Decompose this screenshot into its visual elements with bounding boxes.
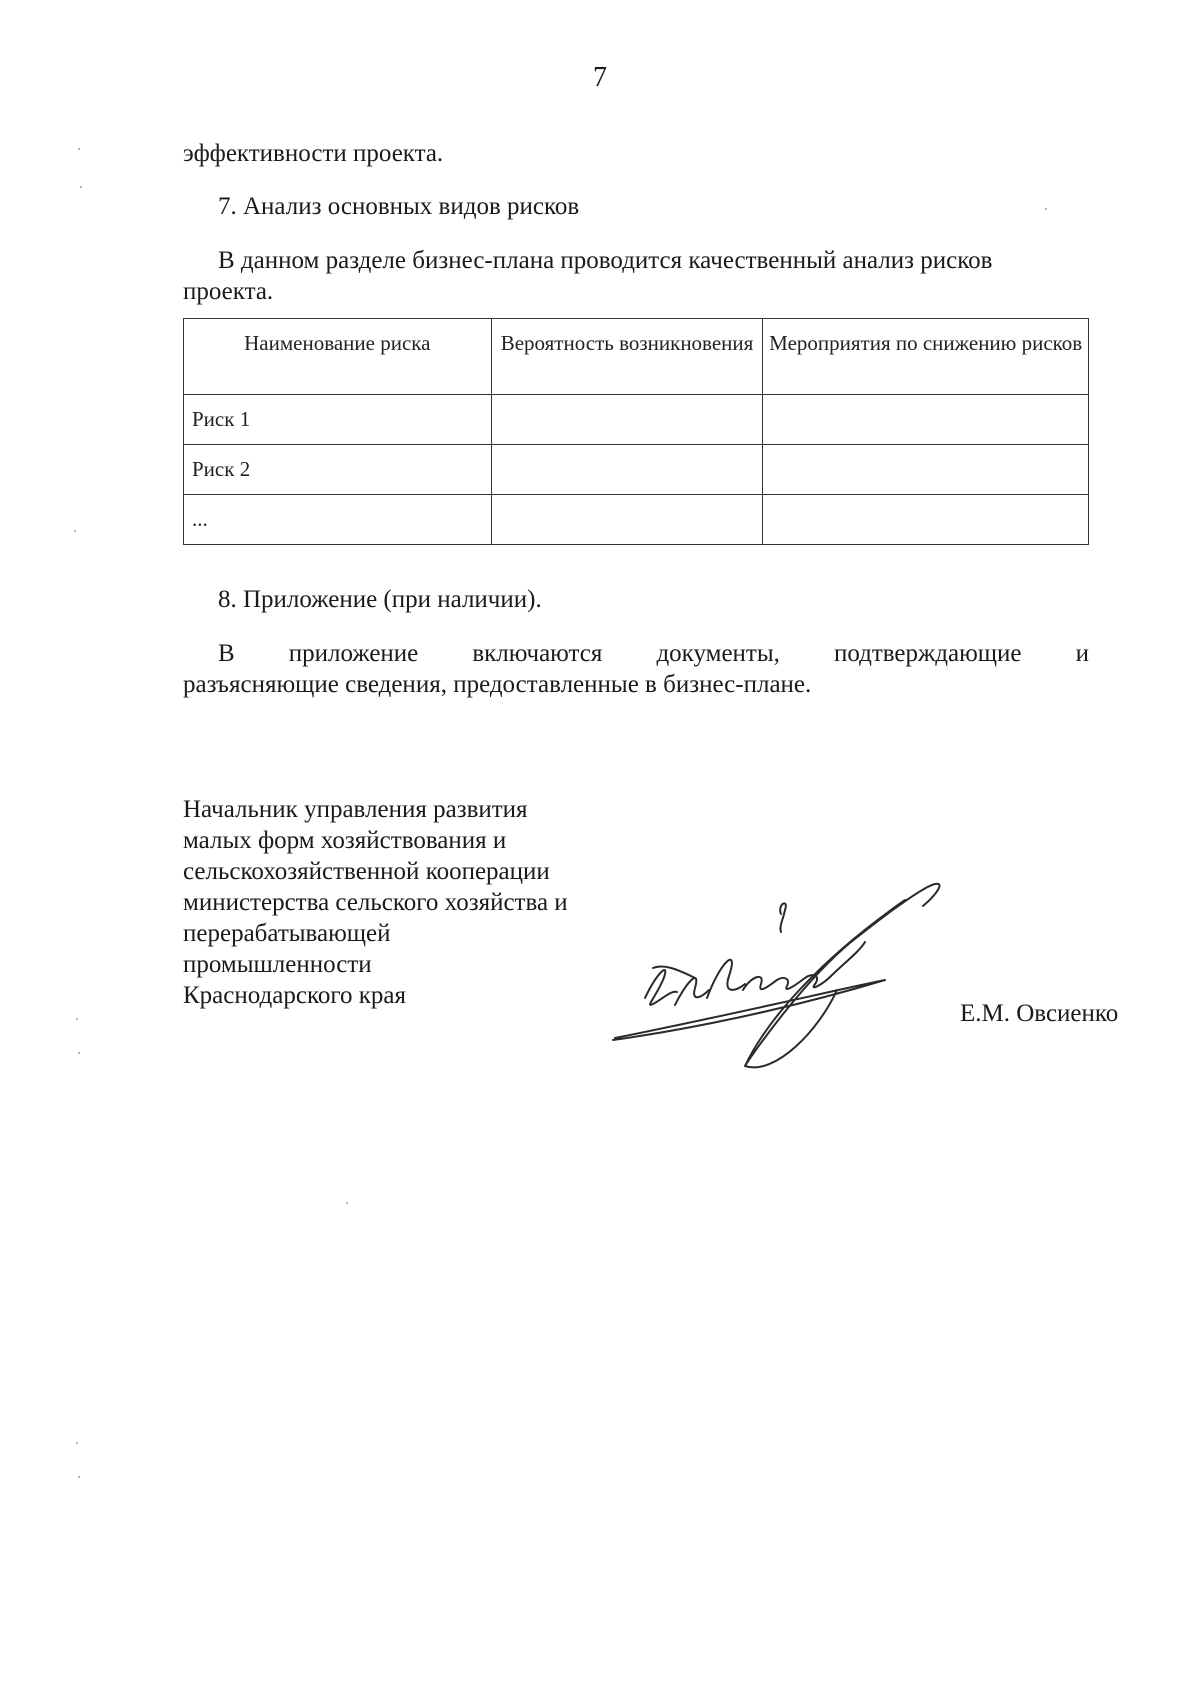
signatory-position-line: Краснодарского края xyxy=(183,982,406,1009)
scan-speck xyxy=(1045,208,1047,210)
signatory-position-line: министерства сельского хозяйства и xyxy=(183,889,568,916)
scan-speck xyxy=(78,1476,80,1478)
justified-word: и xyxy=(1075,640,1089,667)
table-cell xyxy=(491,445,763,495)
table-cell xyxy=(763,445,1089,495)
column-header-probability: Вероятность возникновения xyxy=(491,319,763,395)
signatory-position-line: малых форм хозяйствования и xyxy=(183,827,507,854)
table-cell xyxy=(491,495,763,545)
scan-speck xyxy=(80,186,82,188)
table-cell: Риск 2 xyxy=(184,445,492,495)
signatory-position-line: перерабатывающей xyxy=(183,920,391,947)
section-7-heading: 7. Анализ основных видов рисков xyxy=(218,193,580,220)
justified-word: В xyxy=(218,640,235,667)
scan-speck xyxy=(74,530,76,532)
section-8-heading: 8. Приложение (при наличии). xyxy=(218,586,542,613)
column-header-risk-name: Наименование риска xyxy=(184,319,492,395)
section-7-intro-line2: проекта. xyxy=(183,278,274,305)
scan-speck xyxy=(76,1442,78,1444)
table-header-row xyxy=(184,319,1089,395)
table-cell xyxy=(763,395,1089,445)
justified-word: приложение xyxy=(288,640,419,667)
table-cell: Риск 1 xyxy=(184,395,492,445)
signatory-position-line: сельскохозяйственной кооперации xyxy=(183,858,550,885)
justified-word: документы, xyxy=(656,640,780,667)
scan-speck xyxy=(346,1202,348,1204)
section-7-intro-line1: В данном разделе бизнес-плана проводится качественный анализ рисков xyxy=(218,247,993,274)
table-cell: ... xyxy=(184,495,492,545)
scan-speck xyxy=(78,1052,80,1054)
signatory-position-line: Начальник управления развития xyxy=(183,796,528,823)
scan-speck xyxy=(78,148,80,150)
page-number: 7 xyxy=(593,62,607,93)
section-8-text-line1 xyxy=(218,638,1089,670)
table-row xyxy=(184,395,1089,445)
justified-word: подтверждающие xyxy=(833,640,1022,667)
justified-word: включаются xyxy=(472,640,603,667)
risk-table xyxy=(183,318,1089,545)
continuation-text: эффективности проекта. xyxy=(183,140,444,167)
scan-speck xyxy=(76,1018,78,1020)
signatory-name: Е.М. Овсиенко xyxy=(960,1000,1119,1027)
table-row xyxy=(184,495,1089,545)
table-row xyxy=(184,445,1089,495)
section-8-text-line2: разъясняющие сведения, предоставленные в бизнес-плане. xyxy=(183,671,812,698)
signatory-position xyxy=(183,794,568,1011)
table-cell xyxy=(763,495,1089,545)
column-header-mitigation: Мероприятия по снижению рисков xyxy=(763,319,1089,395)
signatory-position-line: промышленности xyxy=(183,951,372,978)
handwritten-signature xyxy=(605,880,965,1085)
table-cell xyxy=(491,395,763,445)
